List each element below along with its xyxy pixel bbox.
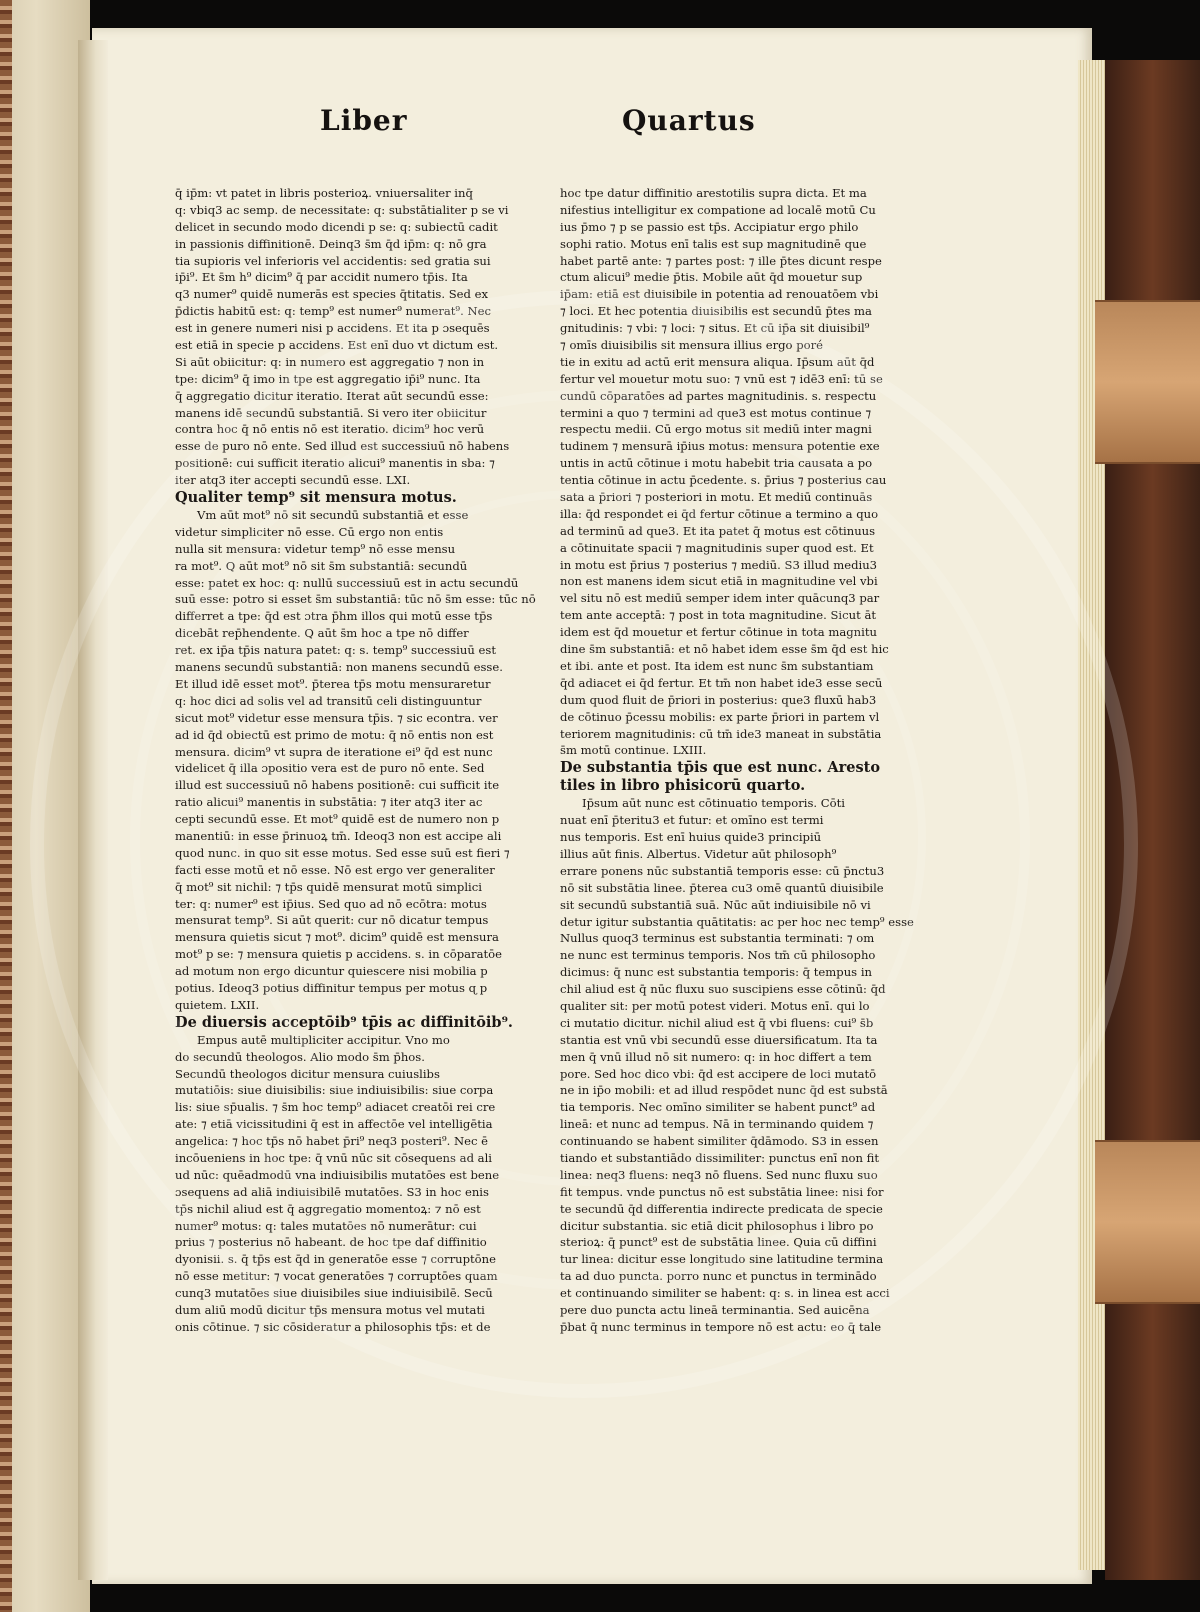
text-line: dicitur substantia. sic etiā dicit philosophus i libro po [560,1218,874,1233]
text-line: ɔsequens ad aliā indiuisibilē mutatōes. S3 in hoc enis [175,1184,489,1199]
text-line: q̄d adiacet ei q̄d fertur. Et tm̄ non habet ide3 esse secū [560,675,883,690]
text-line: gnitudinis: ⁊ vbi: ⁊ loci: ⁊ situs. Et cū ip̄a sit diuisibil⁹ [560,321,870,336]
text-line: teriorem magnitudinis: cū tm̄ ide3 maneat in substātia [560,726,882,741]
running-head-right: Quartus [622,104,756,137]
text-line: manens idē secundū substantiā. Si vero iter obiicitur [175,405,487,420]
book-cover [1105,60,1200,1580]
text-line: tur linea: dicitur esse longitudo sine latitudine termina [560,1252,884,1267]
text-line: continuando se habent similiter q̄dāmodo. S3 in essen [560,1134,879,1149]
text-line: pere duo puncta actu lineā terminantia. Sed auicēna [560,1303,870,1317]
text-line: ius p̄mo ⁊ p se passio est tp̄s. Accipiatur ergo philo [560,219,859,234]
text-line: p̄bat q̄ nunc terminus in tempore nō est actu: eo q̄ tale [560,1319,882,1334]
text-line: esse: patet ex hoc: q: nullū successiuū est in actu secundū [175,575,519,590]
text-line: in motu est p̄rius ⁊ posterius ⁊ mediū. S3 illud mediu3 [560,557,878,572]
text-line: videlicet q̄ illa ɔpositio vera est de puro nō ente. Sed [175,761,485,776]
text-line: pore. Sed hoc dico vbi: q̄d est accipere de loci mutatō [560,1066,877,1081]
text-line: q̄ mot⁹ sit nichil: ⁊ tp̄s quidē mensurat motū simplici [175,879,482,894]
text-line: sit secundū substantiā suā. Nūc aūt indiuisibile nō vi [560,897,871,912]
text-line: est in genere numeri nisi p accidens. Et ita p ɔsequēs [175,321,490,336]
text-line: errare ponens nūc substantiā temporis esse: cū p̄nctu3 [560,863,885,878]
text-line: esse de puro nō ente. Sed illud est successiuū nō habens [175,439,510,454]
text-line: nō sit substātia linee. p̄terea cu3 omē quantū diuisibile [560,880,884,895]
leather-strap-upper [1095,300,1200,464]
text-line: Empus autē multipliciter accipitur. Vno mo [197,1032,450,1047]
text-line: prius ⁊ posterius nō habeant. de hoc tpe daf diffinitio [175,1235,487,1250]
text-line: dum quod fluit de p̄riori in posterius: que3 fluxū hab3 [560,692,877,707]
text-line: ci mutatio dicitur. nichil aliud est q̄ vbi fluens: cui⁹ s̄b [560,1015,874,1030]
text-line: dicebāt rep̄hendente. Q aūt s̄m hoc a tpe nō differ [175,626,469,641]
text-line: sophi ratio. Motus enī talis est sup magnitudinē que [560,236,867,251]
text-line: q: vbiq3 ac semp. de necessitate: q: substātialiter p se vi [175,202,509,217]
text-line: ate: ⁊ etiā vicissitudini q̄ est in affectōe vel intelligētia [175,1117,493,1132]
text-line: tiles in libro phisicorū quarto. [560,777,806,795]
text-line: dine s̄m substantiā: et nō habet idem esse s̄m q̄d est hic [560,642,889,657]
text-line: iter atq3 iter accepti secundū esse. LXI. [175,473,411,488]
text-line: onis cōtinue. ⁊ sic cōsideratur a philosophis tp̄s: et de [175,1319,491,1334]
text-line: tiando et substantiādo dissimiliter: punctus enī non fit [560,1150,880,1165]
text-line: ad id q̄d obiectū est primo de motu: q̄ nō entis non est [175,727,494,742]
text-line: fit tempus. vnde punctus nō est substātia linee: nisi for [560,1184,884,1199]
text-line: dicimus: q̄ nunc est substantia temporis: q̄ tempus in [560,965,872,980]
text-line: nifestius intelligitur ex compatione ad localē motū Cu [560,202,876,217]
text-line: p̄dictis habitū est: q: temp⁹ est numer⁹ numerat⁹. Nec [175,304,491,319]
text-column-right [560,185,914,1336]
text-line: ra mot⁹. Q aūt mot⁹ nō sit s̄m substantiā: secundū [175,558,468,573]
text-line: illius aūt finis. Albertus. Videtur aūt philosoph⁹ [560,846,837,861]
text-line: incōueniens in hoc tpe: q̄ vnū nūc sit cōsequens ad ali [175,1150,493,1165]
left-binding-edge [0,0,12,1612]
text-line: linea: neq3 fluens: neq3 nō fluens. Sed nunc fluxu suo [560,1167,878,1182]
text-line: mensura quietis sicut ⁊ mot⁹. dicim⁹ quidē est mensura [175,930,499,945]
page-gutter [78,40,108,1580]
text-line: de cōtinuo p̄cessu mobilis: ex parte p̄riori in partem vl [560,709,880,724]
text-line: mensurat temp⁹. Si aūt querit: cur nō dicatur tempus [175,913,489,928]
text-line: tia temporis. Nec omīno similiter se habent punct⁹ ad [560,1100,876,1115]
text-line: nulla sit mensura: videtur temp⁹ nō esse mensu [175,541,456,556]
text-line: facti esse motū et nō esse. Nō est ergo ver generaliter [175,862,495,877]
text-line: ctum alicui⁹ medie p̄tis. Mobile aūt q̄d mouetur sup [560,270,863,285]
text-column-left [175,185,536,1336]
text-line: ip̄i⁹. Et s̄m h⁹ dicim⁹ q̄ par accidit numero tp̄is. Ita [175,270,468,285]
text-line: vel situ nō est mediū semper idem inter quācunq3 par [560,591,880,606]
text-line: illa: q̄d respondet ei q̄d fertur cōtinue a termino a quo [560,506,879,521]
text-line: fertur vel mouetur motu suo: ⁊ vnū est ⁊ idē3 enī: tū se [560,371,883,386]
text-line: illud est successiuū nō habens positionē: cui sufficit ite [175,778,500,793]
text-line: respectu medii. Cū ergo motus sit mediū inter magni [560,422,872,437]
text-line: ne in ip̄o mobili: et ad illud respōdet nunc q̄d est substā [560,1083,888,1098]
text-line: et continuando similiter se habent: q: s. in linea est acci [560,1286,890,1301]
text-line: q: hoc dici ad solis vel ad transitū celi distinguuntur [175,693,482,708]
text-line: s̄m motū continue. LXIII. [560,743,707,758]
text-line: habet partē ante: ⁊ partes post: ⁊ ille p̄tes dicunt respe [560,253,882,268]
text-line: stantia est vnū vbi secundū esse diuersificatum. Ita ta [560,1032,878,1047]
text-line: cundū cōparatōes ad partes magnitudinis. s. respectu [560,388,877,403]
text-line: ratio alicui⁹ manentis in substātia: ⁊ iter atq3 iter ac [175,795,483,810]
text-line: Et illud idē esset mot⁹. p̄terea tp̄s motu mensuraretur [175,676,491,691]
text-line: ⁊ omīs diuisibilis sit mensura illius ergo poré [560,338,824,353]
text-line: detur igitur substantia quātitatis: ac per hoc nec temp⁹ esse [560,914,914,929]
text-line: manens secundū substantiā: non manens secundū esse. [175,660,503,675]
text-line: manentiū: in esse p̄rinuoꝝ tm̄. Ideoq3 non est accipe ali [175,828,502,843]
text-line: tia supioris vel inferioris vel accidentis: sed gratia sui [175,253,491,268]
leather-strap-lower [1095,1140,1200,1304]
text-line: q̄ aggregatio dicitur iteratio. Iterat aūt secundū esse: [175,388,489,403]
text-line: ad motum non ergo dicuntur quiescere nisi mobilia p [175,964,488,979]
text-line: ⁊ loci. Et hec potentia diuisibilis est secundū p̄tes ma [560,304,872,319]
text-line: in passionis diffinitionē. Deinq3 s̄m q̄d ip̄m: q: nō gra [175,236,487,251]
text-line: tentia cōtinue in actu p̄cedente. s. p̄rius ⁊ posterius cau [560,473,887,488]
text-line: mot⁹ p se: ⁊ mensura quietis p accidens. s. in cōparatōe [175,947,502,962]
text-line: ret. ex ip̄a tp̄is natura patet: q: s. temp⁹ successiuū est [175,643,496,658]
text-line: mutatiōis: siue diuisibilis: siue indiuisibilis: siue corpa [175,1083,494,1098]
text-line: tie in exitu ad actū erit mensura aliqua. Ip̄sum aūt q̄d [560,354,875,369]
text-line: nuat enī p̄teritu3 et futur: et omīno est termi [560,813,824,828]
text-line: tudinem ⁊ mensurā ip̄ius motus: mensura potentie exe [560,439,880,454]
text-line: ne nunc est terminus temporis. Nos tm̄ cū philosopho [560,948,876,963]
text-line: q3 numer⁹ quidē numerās est species q̄titatis. Sed ex [175,287,489,302]
text-line: ta ad duo puncta. porro nunc et punctus in terminādo [560,1269,877,1284]
running-head-left: Liber [320,104,408,137]
text-line: cunq3 mutatōes siue diuisibiles siue indiuisibilē. Secū [175,1286,493,1301]
left-page-fragment [0,0,90,1612]
text-line: sicut mot⁹ videtur esse mensura tp̄is. ⁊ sic econtra. ver [175,710,498,725]
text-line: delicet in secundo modo dicendi p se: q: subiectū cadit [175,219,498,234]
text-line: lineā: et nunc ad tempus. Nā in terminando quidem ⁊ [560,1117,874,1132]
text-line: differret a tpe: q̄d est ɔtra p̄hm illos qui motū esse tp̄s [175,609,493,624]
text-line: ud nūc: quēadmodū vna indiuisibilis mutatōes est bene [175,1167,500,1182]
text-line: Secundū theologos dicitur mensura cuiuslibs [175,1066,440,1081]
text-line: nus temporis. Est enī huius quide3 principiū [560,830,822,845]
text-line: positionē: cui sufficit iteratio alicui⁹ manentis in sba: ⁊ [175,456,495,471]
text-line: ip̄am: etiā est diuisibile in potentia ad renouatōem vbi [560,287,879,302]
text-line: Ip̄sum aūt nunc est cōtinuatio temporis. Cōti [582,796,845,811]
text-line: lis: siue sp̄ualis. ⁊ s̄m hoc temp⁹ adiacet creatōi rei cre [175,1100,496,1115]
text-line: suū esse: potro si esset s̄m substantiā: tūc nō s̄m esse: tūc nō [175,592,536,607]
text-line: tpe: dicim⁹ q̄ imo in tpe est aggregatio ip̄i⁹ nunc. Ita [175,371,481,386]
text-line: ter: q: numer⁹ est ip̄ius. Sed quo ad nō ecōtra: motus [175,896,487,911]
text-line: untis in actū cōtinue i motu habebit tria causata a po [560,456,873,471]
text-line: quod nunc. in quo sit esse motus. Sed esse suū est fieri ⁊ [175,845,510,860]
text-line: De diuersis acceptōib⁹ tp̄is ac diffinitōib⁹. [175,1013,513,1031]
text-line: tem ante acceptā: ⁊ post in tota magnitudine. Sicut āt [560,608,877,623]
text-line: numer⁹ motus: q: tales mutatōes nō numerātur: cui [175,1218,477,1233]
text-line: a cōtinuitate spacii ⁊ magnitudinis super quod est. Et [560,540,874,555]
text-line: idem est q̄d mouetur et fertur cōtinue in tota magnitu [560,625,877,640]
text-line: De substantia tp̄is que est nunc. Aresto [560,759,880,777]
text-line: potius. Ideoq3 potius diffinitur tempus per motus ɋ p [175,980,488,995]
text-line: Qualiter temp⁹ sit mensura motus. [175,489,457,507]
text-line: ad terminū ad que3. Et ita patet q̄ motus est cōtinuus [560,523,876,538]
text-line: quietem. LXII. [175,997,260,1012]
text-line: est etiā in specie p accidens. Est enī duo vt dictum est. [175,338,499,353]
text-line: tp̄s nichil aliud est q̄ aggregatio momentoꝝ: ⁊ nō est [175,1201,481,1216]
text-line: men q̄ vnū illud nō sit numero: q: in hoc differt a tem [560,1049,872,1064]
text-line: contra hoc q̄ nō entis nō est iteratio. dicim⁹ hoc verū [175,422,485,437]
text-line: hoc tpe datur diffinitio arestotilis supra dicta. Et ma [560,186,867,200]
text-line: do secundū theologos. Alio modo s̄m p̄hos. [175,1049,425,1064]
text-line: chil aliud est q̄ nūc fluxu suo suscipiens esse cōtinū: q̄d [560,982,886,997]
text-line: mensura. dicim⁹ vt supra de iteratione ei⁹ q̄d est nunc [175,744,493,759]
text-line: dyonisii. s. q̄ tp̄s est q̄d in generatōe esse ⁊ corruptōne [175,1252,496,1267]
text-line: angelica: ⁊ hoc tp̄s nō habet p̄ri⁹ neq3 posteri⁹. Nec ē [175,1134,489,1149]
text-line: sterioꝝ: q̄ punct⁹ est de substātia linee. Quia cū diffini [560,1235,877,1250]
text-line: non est manens idem sicut etiā in magnitudine vel vbi [560,574,878,589]
text-line: sata a p̄riori ⁊ posteriori in motu. Et mediū continuās [560,490,873,505]
text-line: dum aliū modū dicitur tp̄s mensura motus vel mutati [175,1303,485,1317]
text-line: Vm aūt mot⁹ nō sit secundū substantiā et esse [197,508,469,523]
text-line: te secundū q̄d differentia indirecte predicata de specie [560,1201,883,1216]
text-line: qualiter sit: per motū potest videri. Motus enī. qui lo [560,998,870,1013]
text-line: Si aūt obiicitur: q: in numero est aggregatio ⁊ non in [175,354,485,369]
text-line: q̄ ip̄m: vt patet in libris posterioꝝ. vniuersaliter inq̄ [175,186,473,200]
text-line: termini a quo ⁊ termini ad que3 est motus continue ⁊ [560,405,872,420]
text-line: videtur simpliciter nō esse. Cū ergo non entis [175,524,444,539]
text-line: Nullus quoq3 terminus est substantia terminati: ⁊ om [560,931,875,946]
text-line: nō esse metitur: ⁊ vocat generatōes ⁊ corruptōes quam [175,1269,498,1284]
text-line: et ibi. ante et post. Ita idem est nunc s̄m substantiam [560,658,874,673]
text-line: cepti secundū esse. Et mot⁹ quidē est de numero non p [175,812,500,827]
